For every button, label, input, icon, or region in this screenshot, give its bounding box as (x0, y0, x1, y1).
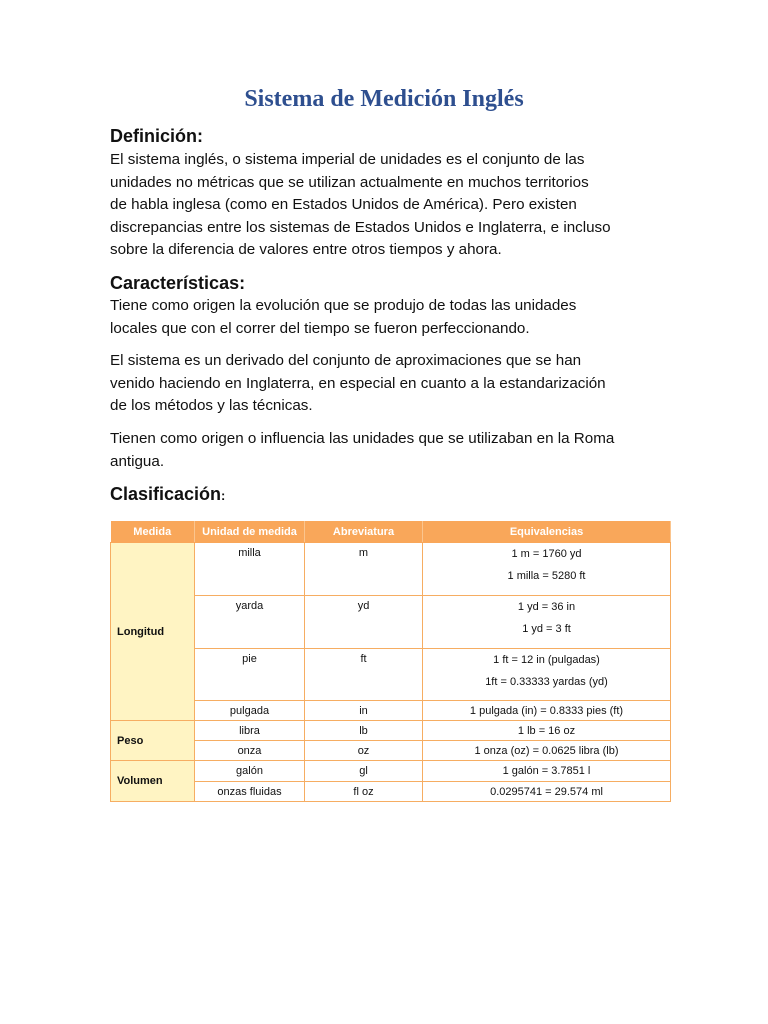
header-abreviatura: Abreviatura (305, 521, 423, 543)
table-row (111, 596, 671, 649)
header-unidad: Unidad de medida (195, 521, 305, 543)
table-row (111, 649, 671, 701)
abbr-cell: ft (305, 649, 423, 701)
text-line: sobre la diferencia de valores entre otros tiempos y ahora. (110, 241, 502, 258)
unit-cell: onzas fluidas (195, 782, 305, 802)
unit-cell: milla (195, 543, 305, 596)
text-line: El sistema inglés, o sistema imperial de unidades es el conjunto de las (110, 151, 585, 168)
equivalence-line: 1 m = 1760 yd (511, 548, 582, 560)
equivalence-line: 1 yd = 3 ft (522, 623, 571, 635)
table-header-row (111, 521, 671, 543)
text-line: de los métodos y las técnicas. (110, 397, 313, 414)
page-title: Sistema de Medición Inglés (244, 86, 524, 112)
equivalence-line: 1ft = 0.33333 yardas (yd) (485, 676, 608, 688)
unit-cell: galón (195, 761, 305, 782)
unit-cell: yarda (195, 596, 305, 649)
table-row (111, 761, 671, 782)
category-volumen: Volumen (111, 761, 195, 802)
equivalence-cell (423, 649, 671, 701)
text-line: venido haciendo en Inglaterra, en especial en cuanto a la estandarización (110, 374, 606, 392)
table-row (111, 543, 671, 596)
text-line: locales que con el correr del tiempo se fueron perfeccionando. (110, 319, 530, 337)
text-line: Tiene como origen la evolución que se produjo de todas las unidades (110, 297, 577, 314)
equivalence-cell: 0.0295741 = 29.574 ml (423, 782, 671, 802)
caracteristicas-paragraph-2 (110, 350, 670, 418)
header-medida: Medida (111, 521, 195, 543)
abbr-cell: in (305, 701, 423, 721)
abbr-cell: oz (305, 741, 423, 761)
abbr-cell: yd (305, 596, 423, 649)
equivalence-cell: 1 lb = 16 oz (423, 721, 671, 741)
caracteristicas-paragraph-1 (110, 295, 670, 340)
text-line: unidades no métricas que se utilizan actualmente en muchos territorios (110, 173, 589, 191)
unit-cell: pulgada (195, 701, 305, 721)
text-line: Tienen como origen o influencia las unidades que se utilizaban en la Roma (110, 430, 615, 447)
clasificacion-heading (110, 484, 225, 505)
category-longitud: Longitud (111, 543, 195, 721)
category-peso: Peso (111, 721, 195, 761)
table-row (111, 782, 671, 802)
equivalence-cell: 1 pulgada (in) = 0.8333 pies (ft) (423, 701, 671, 721)
table-row (111, 741, 671, 761)
clasificacion-heading-colon: : (221, 488, 226, 503)
text-line: de habla inglesa (como en Estados Unidos de América). Pero existen (110, 196, 577, 213)
abbr-cell: gl (305, 761, 423, 782)
equivalence-cell: 1 galón = 3.7851 l (423, 761, 671, 782)
text-line: El sistema es un derivado del conjunto de aproximaciones que se han (110, 352, 582, 369)
text-line: antigua. (110, 452, 165, 470)
unit-cell: onza (195, 741, 305, 761)
definicion-paragraph (110, 149, 670, 262)
classification-table (110, 521, 671, 802)
header-equivalencias: Equivalencias (423, 521, 671, 543)
text-line: discrepancias entre los sistemas de Estados Unidos e Inglaterra, e incluso (110, 218, 611, 236)
equivalence-cell (423, 596, 671, 649)
equivalence-cell: 1 onza (oz) = 0.0625 libra (lb) (423, 741, 671, 761)
caracteristicas-heading: Características: (110, 273, 246, 293)
equivalence-line: 1 milla = 5280 ft (507, 570, 586, 582)
abbr-cell: lb (305, 721, 423, 741)
clasificacion-heading-text: Clasificación (110, 484, 222, 504)
equivalence-line: 1 yd = 36 in (517, 601, 576, 613)
definicion-heading: Definición: (110, 126, 203, 146)
unit-cell: libra (195, 721, 305, 741)
caracteristicas-paragraph-3 (110, 428, 670, 473)
table-row (111, 721, 671, 741)
equivalence-cell (423, 543, 671, 596)
equivalence-line: 1 ft = 12 in (pulgadas) (493, 654, 600, 666)
unit-cell: pie (195, 649, 305, 701)
abbr-cell: m (305, 543, 423, 596)
abbr-cell: fl oz (305, 782, 423, 802)
table-row (111, 701, 671, 721)
